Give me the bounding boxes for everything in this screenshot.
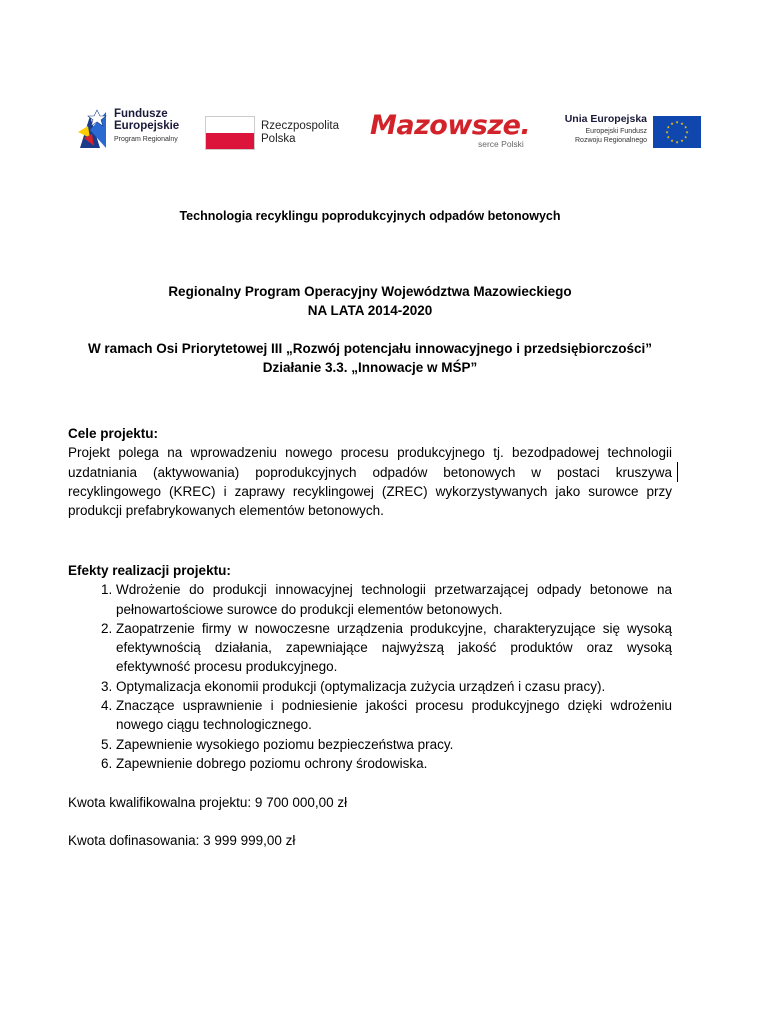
polish-flag-icon xyxy=(205,116,255,150)
list-item: 1. Wdrożenie do produkcji innowacyjnej technologii przetwarzającej odpady betonowe na pełnowartościowe surowce do produkcji elementów betonowych. xyxy=(116,580,672,619)
unia-europejska-logo xyxy=(561,104,703,156)
svg-text:★: ★ xyxy=(680,120,684,126)
fundusze-line2: Europejskie xyxy=(114,120,180,132)
eligible-amount: Kwota kwalifikowalna projektu: 9 700 000,00 zł xyxy=(68,795,348,810)
unia-sub1: Europejski Fundusz xyxy=(585,128,647,135)
logo-bar xyxy=(72,104,706,156)
svg-text:★: ★ xyxy=(683,124,688,130)
svg-text:★: ★ xyxy=(685,129,689,135)
list-item: 5. Zapewnienie wysokiego poziomu bezpieczeństwa pracy. xyxy=(116,735,672,754)
rzeczpospolita-line2: Polska xyxy=(261,133,296,145)
project-title: Technologia recyklingu poprodukcyjnych odpadów betonowych xyxy=(179,209,561,223)
svg-text:★: ★ xyxy=(670,138,674,144)
fundusze-line1: Fundusze xyxy=(114,108,168,120)
text-cursor xyxy=(677,462,678,482)
rzeczpospolita-line1: Rzeczpospolita xyxy=(261,120,339,132)
list-item: 3. Optymalizacja ekonomii produkcji (optymalizacja zużycia urządzeń i czasu pracy). xyxy=(116,677,672,696)
fundusze-europejskie-logo xyxy=(76,104,188,156)
effects-section xyxy=(68,561,672,773)
svg-text:★: ★ xyxy=(683,134,688,140)
fundusze-europejskie-icon xyxy=(76,108,112,152)
svg-text:★: ★ xyxy=(675,139,679,145)
list-item: 4. Znaczące usprawnienie i podniesienie jakości procesu produkcyjnego dzięki wdrożeniu nowego ciągu technologicznego. xyxy=(116,696,672,735)
goals-text: Projekt polega na wprowadzeniu nowego procesu produkcyjnego tj. bezodpadowej technologii uzdatniania (aktywowania) poprodukcyjnych odpadów betonowych w postaci kruszywa recyklingowego (KREC) i zaprawy recyklingowej (ZREC) wykorzystywanych jako surowce przy produkcji prefabrykowanych elementów betonowych. xyxy=(68,445,672,519)
eu-flag-icon xyxy=(653,116,701,148)
list-item: 2. Zaopatrzenie firmy w nowoczesne urządzenia produkcyjne, charakteryzujące się wysoką efektywnością działania, zapewniające najwyższą jakość produktów oraz wysoką efektywność procesu produkcyjnego. xyxy=(116,619,672,677)
fundusze-sub: Program Regionalny xyxy=(114,136,178,143)
goals-heading: Cele projektu: xyxy=(68,426,159,441)
effects-heading: Efekty realizacji projektu: xyxy=(68,563,231,578)
mazowsze-sub: serce Polski xyxy=(478,139,524,149)
funding-amount: Kwota dofinasowania: 3 999 999,00 zł xyxy=(68,833,296,848)
svg-text:★: ★ xyxy=(675,119,679,125)
priority-line2: Działanie 3.3. „Innowacje w MŚP” xyxy=(262,360,478,375)
unia-sub2: Rozwoju Regionalnego xyxy=(575,137,647,144)
svg-text:★: ★ xyxy=(665,129,669,135)
priority-heading xyxy=(60,339,680,377)
svg-text:★: ★ xyxy=(666,134,671,140)
program-heading xyxy=(60,282,680,320)
unia-line1: Unia Europejska xyxy=(564,113,647,125)
rzeczpospolita-polska-logo xyxy=(205,104,345,156)
svg-text:★: ★ xyxy=(680,138,684,144)
priority-line1: W ramach Osi Priorytetowej III „Rozwój potencjału innowacyjnego i przedsiębiorczości” xyxy=(87,341,653,356)
mazowsze-wordmark: Mazowsze. xyxy=(370,110,531,141)
list-item: 6. Zapewnienie dobrego poziomu ochrony środowiska. xyxy=(116,754,672,773)
svg-text:★: ★ xyxy=(666,124,671,130)
effects-list xyxy=(68,580,672,773)
svg-text:★: ★ xyxy=(670,120,674,126)
program-line2: NA LATA 2014-2020 xyxy=(307,303,433,318)
program-line1: Regionalny Program Operacyjny Województwa Mazowieckiego xyxy=(168,284,572,299)
mazowsze-logo xyxy=(370,104,540,156)
goals-section xyxy=(68,424,672,520)
